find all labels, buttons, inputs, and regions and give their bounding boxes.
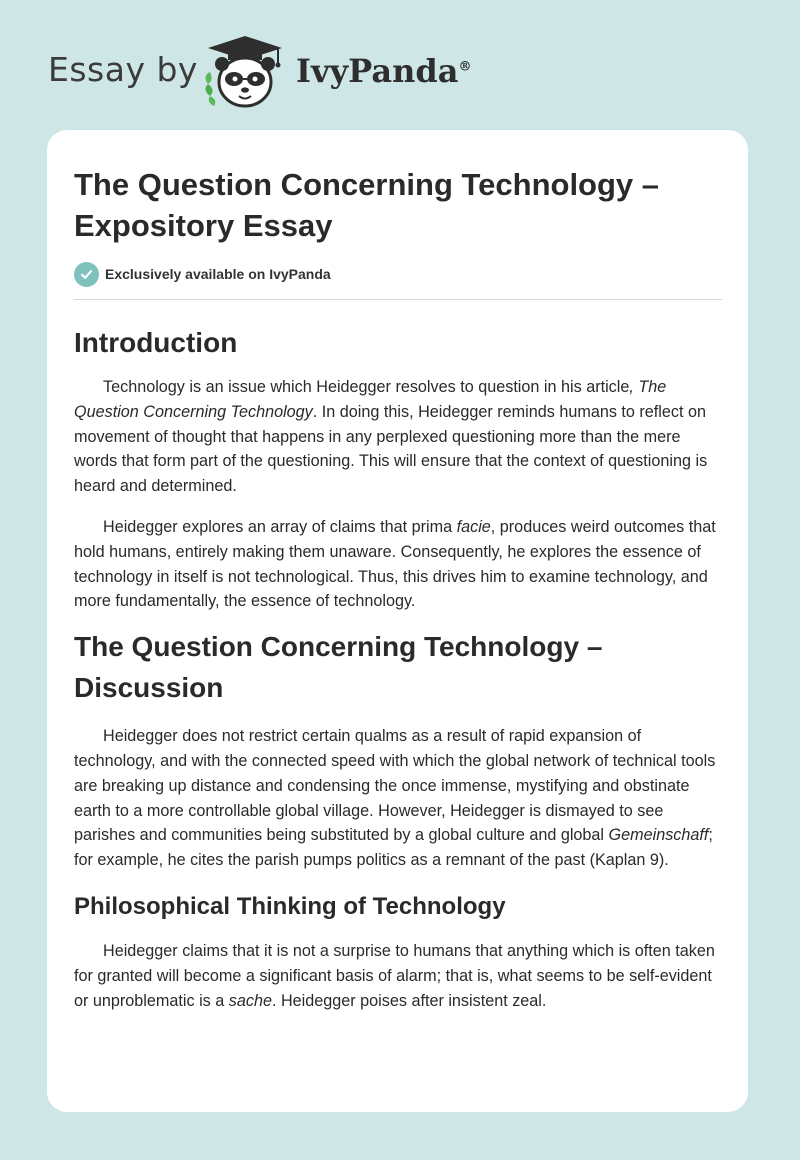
heading-philosophical: Philosophical Thinking of Technology [74,892,506,920]
registered-mark: ® [458,59,472,75]
badge-text: Exclusively available on IvyPanda [105,266,331,282]
brand-name-text: IvyPanda [296,52,459,90]
italic-term: Gemeinschaff [608,826,709,845]
text: ; for example, he cites the parish pumps politics as a remnant of the past (Kaplan 9). [74,826,713,870]
text: , produces weird outcomes that hold humans, entirely making them unaware. Consequently, he explores the essence of technology in itself is not technological. Thus, this drives him to examine technology, and more fundamentally, the essence of technology. [74,517,716,611]
text: . In doing this, Heidegger reminds humans to reflect on movement of thought that happens in any perplexed questioning more than the mere words that form part of the questioning. This will ensure that the context of questioning is heard and determined. [74,402,708,496]
italic-term: sache [228,991,272,1010]
heading-introduction: Introduction [74,327,238,358]
paragraph-philosophical-1 [74,939,722,1013]
exclusive-badge [74,260,722,288]
essay-card [47,130,748,1112]
essay-title: The Question Concerning Technology – Expository Essay [74,167,660,243]
text: Technology is an issue which Heidegger resolves to question in his article [103,378,630,396]
text: Heidegger explores an array of claims that prima [103,517,457,536]
article-title: The Question Concerning Technology [74,378,667,421]
text: Heidegger claims that it is not a surprise to humans that anything which is often taken for granted will become a significant basis of alarm; that is, what seems to be self-evident or unproblematic is a [74,941,715,1010]
heading-discussion: The Question Concerning Technology – Discussion [74,631,603,704]
check-circle-icon [74,262,99,287]
panda-logo-icon[interactable] [200,34,290,110]
paragraph-discussion-1 [74,724,722,873]
text: . Heidegger poises after insistent zeal. [271,991,547,1010]
paragraph-intro-1 [74,375,722,499]
text: Heidegger does not restrict certain qualms as a result of rapid expansion of technology, and with the connected speed with which the global network of technical tools are breaking up distance and condensing the once immense, mystifying and obstinate earth to a more controllable global village. However, Heidegger is dismayed to see parishes and communities being substituted by a global culture and global [74,727,716,845]
brand-name[interactable] [296,52,471,90]
italic-term: facie [456,517,491,536]
paragraph-intro-2 [74,515,722,614]
divider [74,299,722,300]
brand-prefix: Essay by [48,50,198,89]
site-header [0,0,800,130]
text: , [629,378,639,396]
